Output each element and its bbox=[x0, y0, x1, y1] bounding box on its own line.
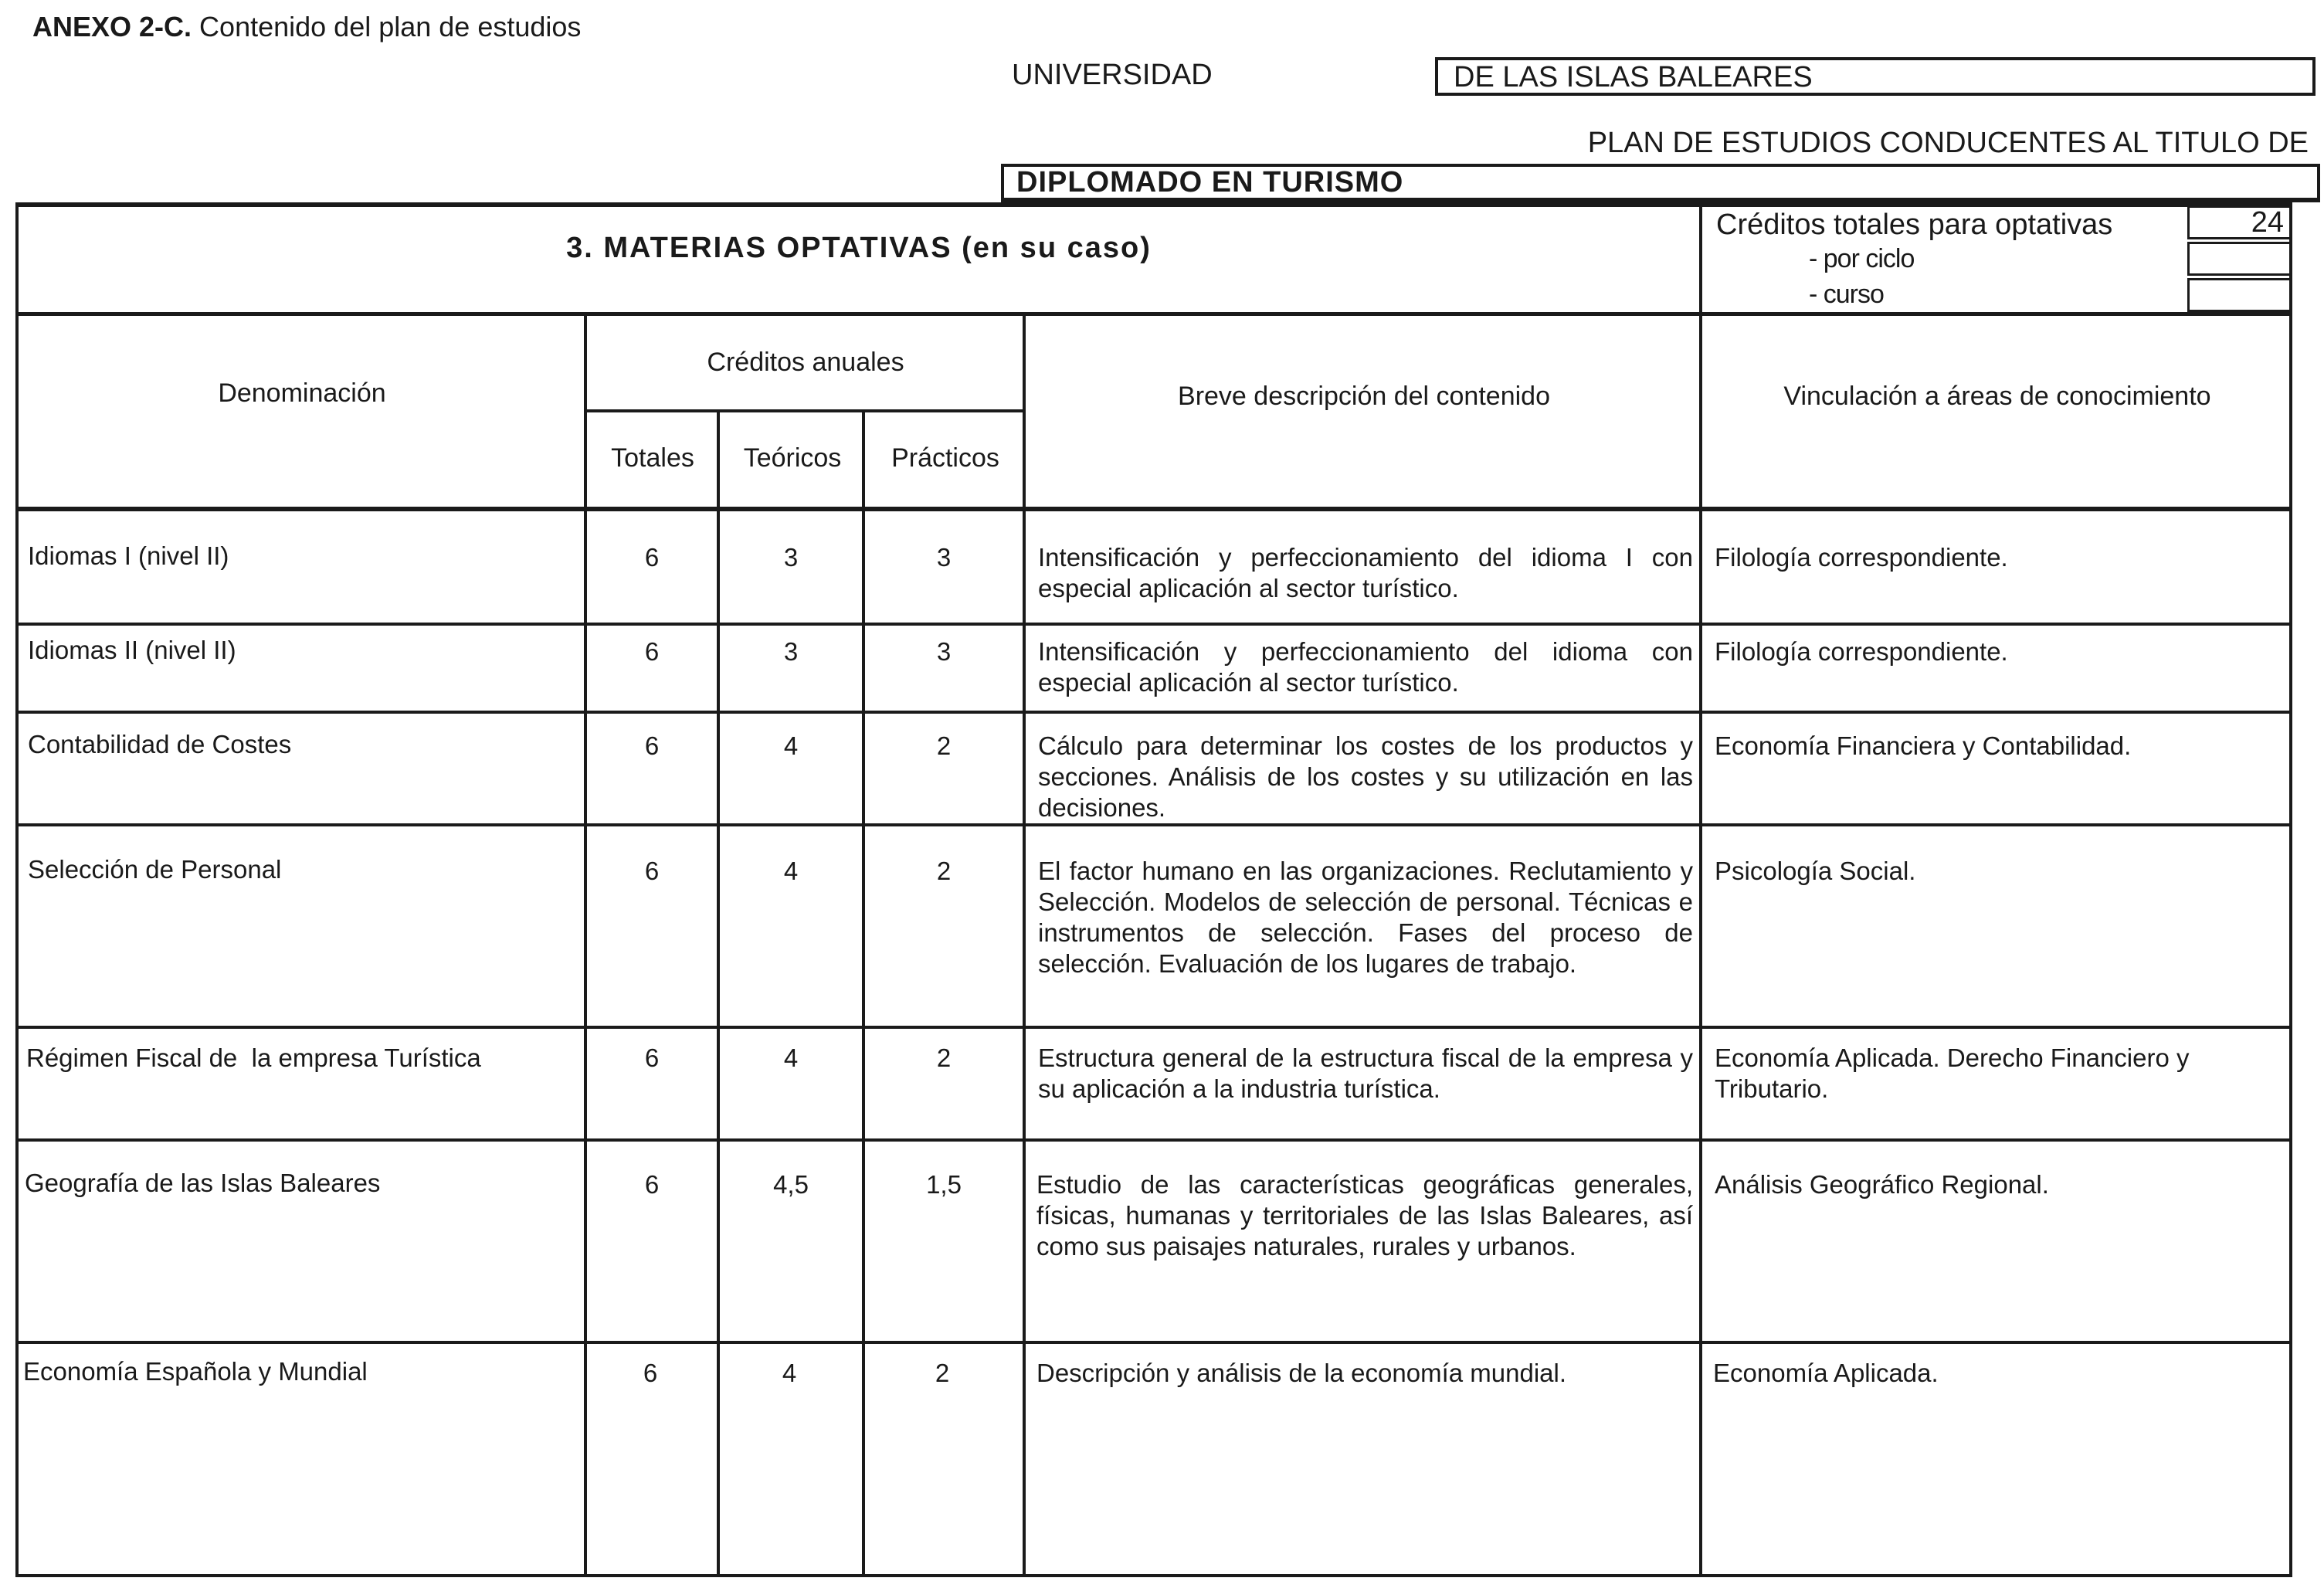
subject-name: Idiomas I (nivel II) bbox=[28, 541, 229, 570]
credits-totales: 6 bbox=[644, 1043, 660, 1072]
credits-practicos: 3 bbox=[936, 637, 952, 666]
credits-teoricos: 4 bbox=[783, 857, 799, 885]
divider bbox=[15, 312, 2292, 316]
subject-description: Intensificación y perfeccionamiento del idioma I con especial aplicación al sector turístico. bbox=[1038, 543, 1693, 602]
knowledge-area: Economía Financiera y Contabilidad. bbox=[1715, 731, 2132, 760]
divider bbox=[15, 623, 2292, 626]
credits-totales: 6 bbox=[643, 1359, 658, 1387]
divider bbox=[15, 1138, 2292, 1142]
annex-title: Contenido del plan de estudios bbox=[192, 11, 582, 42]
annex-number: ANEXO 2-C. bbox=[32, 11, 192, 42]
col-header-creditos-anuales: Créditos anuales bbox=[707, 348, 904, 377]
credits-teoricos: 4 bbox=[782, 1359, 797, 1387]
subject-description: Estructura general de la estructura fiscal de la empresa y su aplicación a la industria turística. bbox=[1038, 1043, 1693, 1103]
knowledge-area: Filología correspondiente. bbox=[1715, 637, 2008, 666]
knowledge-area: Filología correspondiente. bbox=[1715, 543, 2008, 572]
divider bbox=[717, 409, 720, 1574]
credits-teoricos: 4 bbox=[783, 731, 799, 760]
divider bbox=[15, 507, 2292, 511]
credits-teoricos: 3 bbox=[783, 543, 799, 572]
credits-total-value: 24 bbox=[2187, 205, 2292, 239]
annex-heading bbox=[32, 11, 581, 43]
col-header-totales: Totales bbox=[611, 443, 694, 473]
per-cycle-label: - por ciclo bbox=[1809, 244, 1915, 273]
subject-name: Economía Española y Mundial bbox=[23, 1357, 368, 1386]
credits-teoricos: 4 bbox=[783, 1043, 799, 1072]
credits-totales: 6 bbox=[644, 637, 660, 666]
subject-name: Geografía de las Islas Baleares bbox=[25, 1169, 381, 1197]
credits-practicos: 2 bbox=[935, 1359, 950, 1387]
subject-description: Descripción y análisis de la economía mundial. bbox=[1036, 1359, 1567, 1387]
credits-practicos: 2 bbox=[936, 731, 952, 760]
credits-practicos: 2 bbox=[936, 1043, 952, 1072]
divider bbox=[1023, 314, 1026, 1574]
credits-totales: 6 bbox=[644, 543, 660, 572]
credits-totales: 6 bbox=[644, 1170, 660, 1199]
subject-description: El factor humano en las organizaciones. Reclutamiento y Selección. Modelos de selección de personal. Técnicas e instrumentos de selección. Fases del proceso de selección. Evaluación de los lugares de trabajo. bbox=[1038, 857, 1693, 978]
subject-name: Contabilidad de Costes bbox=[28, 730, 292, 758]
plan-label: PLAN DE ESTUDIOS CONDUCENTES AL TITULO DE bbox=[1587, 127, 2309, 159]
subject-description: Cálculo para determinar los costes de los productos y secciones. Análisis de los costes y su utilización en las decisiones. bbox=[1038, 731, 1693, 822]
divider bbox=[15, 1026, 2292, 1029]
credits-teoricos: 4,5 bbox=[773, 1170, 809, 1199]
divider bbox=[1699, 314, 1702, 1574]
per-cycle-value bbox=[2187, 242, 2292, 276]
credits-totales: 6 bbox=[644, 857, 660, 885]
per-course-value bbox=[2187, 278, 2292, 312]
col-header-vinculacion: Vinculación a áreas de conocimiento bbox=[1783, 382, 2211, 411]
knowledge-area: Economía Aplicada. Derecho Financiero y Tributario. bbox=[1715, 1043, 2190, 1103]
credits-practicos: 2 bbox=[936, 857, 952, 885]
col-header-denominacion: Denominación bbox=[218, 378, 386, 408]
knowledge-area: Psicología Social. bbox=[1715, 857, 1916, 885]
divider bbox=[15, 823, 2292, 826]
col-header-practicos: Prácticos bbox=[891, 443, 999, 473]
subject-name: Selección de Personal bbox=[28, 855, 282, 884]
section-title: 3. MATERIAS OPTATIVAS (en su caso) bbox=[566, 232, 1152, 264]
credits-total-label: Créditos totales para optativas bbox=[1716, 209, 2113, 241]
university-field: DE LAS ISLAS BALEARES bbox=[1435, 57, 2316, 96]
degree-field: DIPLOMADO EN TURISMO bbox=[1001, 164, 2320, 202]
divider bbox=[15, 1341, 2292, 1344]
credits-practicos: 3 bbox=[936, 543, 952, 572]
knowledge-area: Análisis Geográfico Regional. bbox=[1715, 1170, 2049, 1199]
subject-name: Idiomas II (nivel II) bbox=[28, 636, 236, 664]
per-course-label: - curso bbox=[1809, 280, 1884, 309]
col-header-teoricos: Teóricos bbox=[743, 443, 842, 473]
knowledge-area: Economía Aplicada. bbox=[1713, 1359, 1939, 1387]
credits-totales: 6 bbox=[644, 731, 660, 760]
credits-teoricos: 3 bbox=[783, 637, 799, 666]
university-label: UNIVERSIDAD bbox=[1012, 59, 1213, 91]
credits-practicos: 1,5 bbox=[926, 1170, 962, 1199]
subject-description: Estudio de las características geográficas generales, físicas, humanas y territoriales de las Islas Baleares, así como sus paisajes naturales, rurales y urbanos. bbox=[1036, 1170, 1693, 1261]
divider bbox=[585, 409, 1026, 412]
divider bbox=[862, 409, 865, 1574]
subject-name: Régimen Fiscal de la empresa Turística bbox=[26, 1043, 481, 1072]
col-header-descripcion: Breve descripción del contenido bbox=[1178, 382, 1550, 411]
subject-description: Intensificación y perfeccionamiento del idioma con especial aplicación al sector turístico. bbox=[1038, 637, 1693, 697]
divider bbox=[15, 711, 2292, 714]
